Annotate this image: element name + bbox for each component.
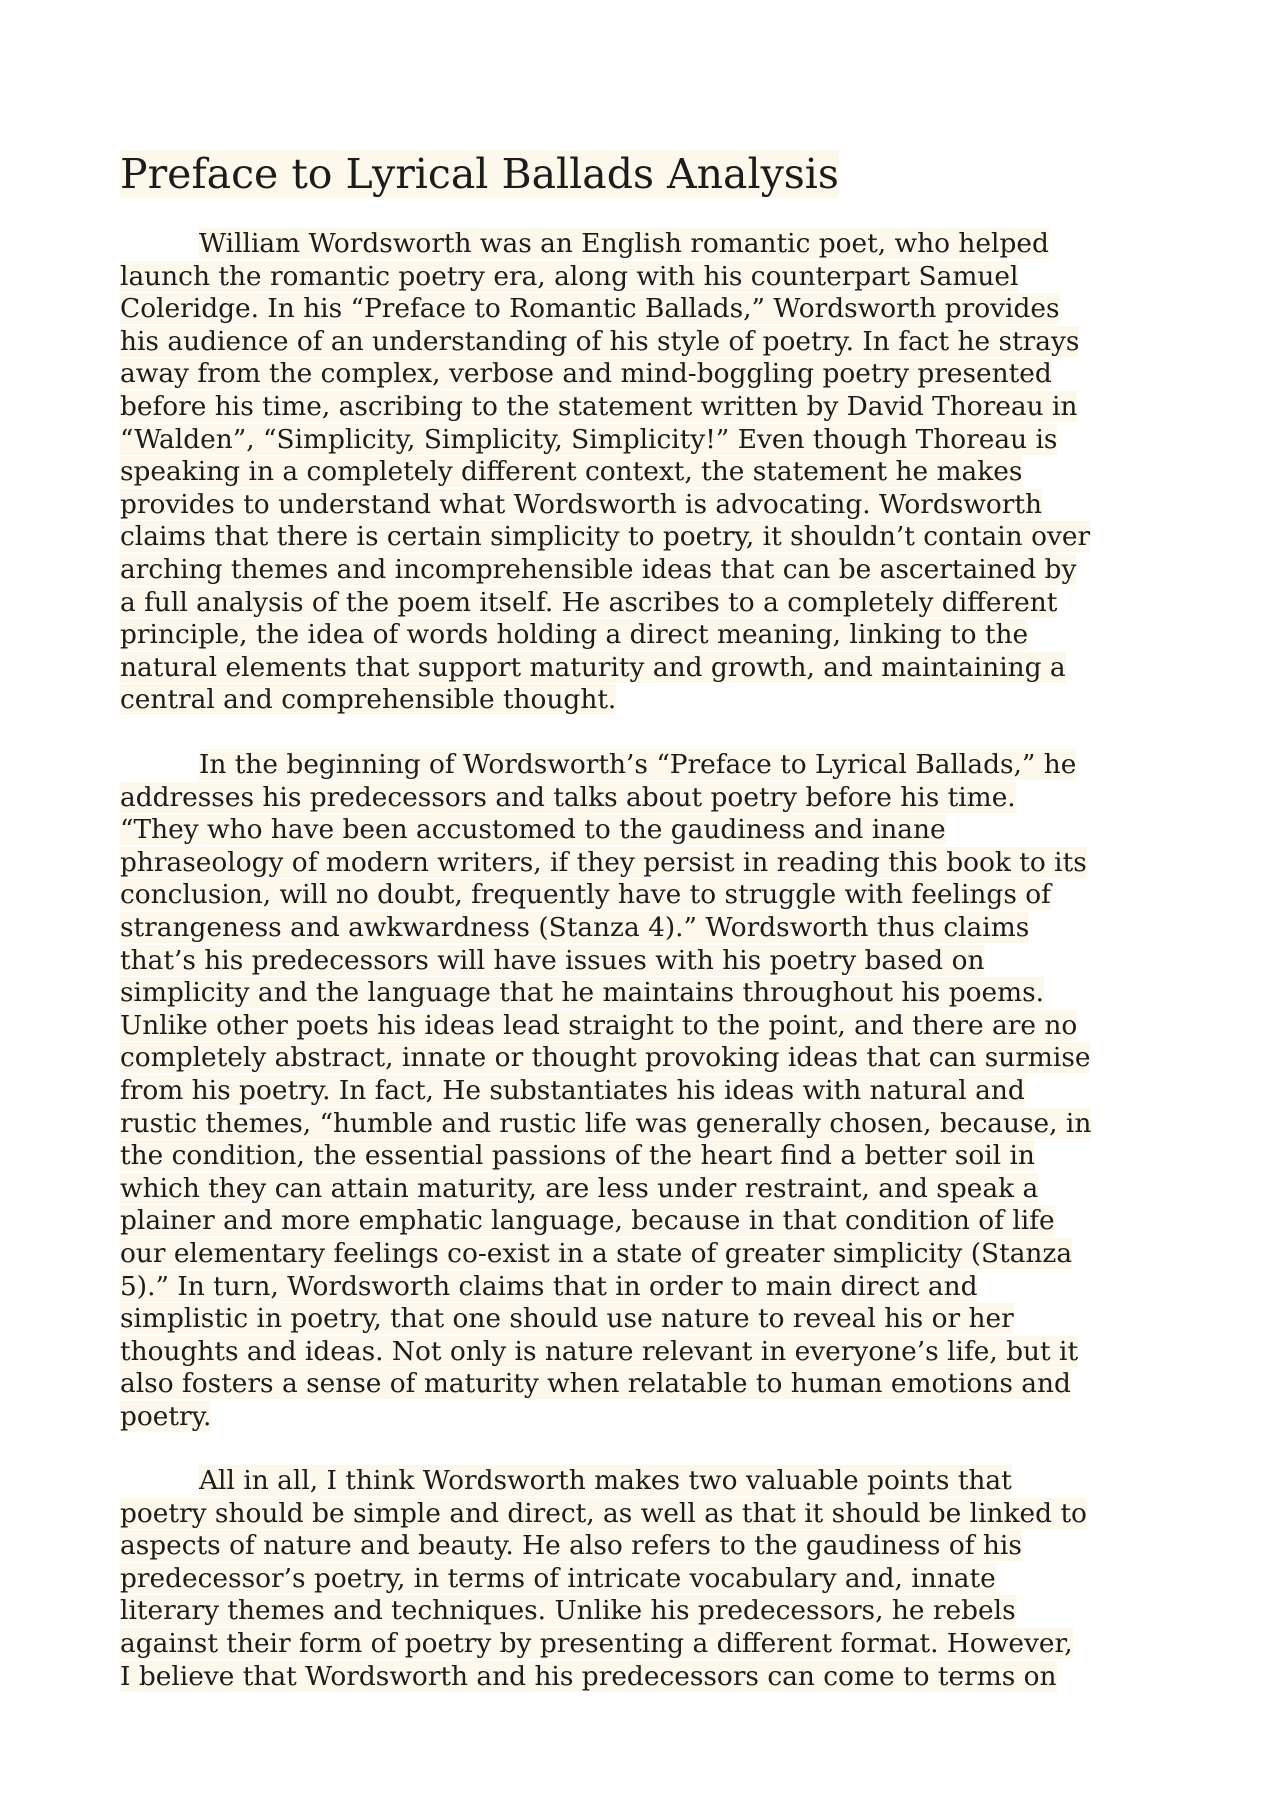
paragraph [120, 1465, 1180, 1693]
text-line: thoughts and ideas. Not only is nature relevant in everyone’s life, but it [120, 1335, 1079, 1367]
text-line: from his poetry. In fact, He substantiates his ideas with natural and [120, 1074, 1025, 1106]
text-line: claims that there is certain simplicity to poetry, it shouldn’t contain over [120, 521, 1091, 553]
text-line: conclusion, will no doubt, frequently have to struggle with feelings of [120, 879, 1051, 911]
paragraph [120, 228, 1180, 717]
text-line: predecessor’s poetry, in terms of intricate vocabulary and, innate [120, 1562, 996, 1594]
text-line: rustic themes, “humble and rustic life was generally chosen, because, in [120, 1107, 1092, 1139]
text-line: William Wordsworth was an English romantic poet, who helped [199, 228, 1049, 259]
text-line: strangeness and awkwardness (Stanza 4).” Wordsworth thus claims [120, 911, 1030, 943]
text-line: plainer and more emphatic language, because in that condition of life [120, 1205, 1055, 1237]
text-line: the condition, the essential passions of the heart find a better soil in [120, 1140, 1035, 1172]
text-line: away from the complex, verbose and mind-boggling poetry presented [120, 358, 1052, 390]
text-line: natural elements that support maturity and growth, and maintaining a [120, 651, 1066, 683]
text-line: Unlike other poets his ideas lead straight to the point, and there are no [120, 1009, 1078, 1041]
text-line: aspects of nature and beauty. He also refers to the gaudiness of his [120, 1530, 1022, 1562]
text-line: central and comprehensible thought. [120, 684, 617, 716]
text-line: also fosters a sense of maturity when relatable to human emotions and [120, 1368, 1071, 1400]
text-line: completely abstract, innate or thought provoking ideas that can surmise [120, 1042, 1091, 1074]
text-line: simplicity and the language that he maintains throughout his poems. [120, 977, 1045, 1009]
text-line: I believe that Wordsworth and his predecessors can come to terms on [120, 1660, 1057, 1692]
text-line: All in all, I think Wordsworth makes two valuable points that [199, 1465, 1012, 1496]
text-line: which they can attain maturity, are less under restraint, and speak a [120, 1172, 1039, 1204]
text-line: provides to understand what Wordsworth is advocating. Wordsworth [120, 488, 1043, 520]
text-line: arching themes and incomprehensible ideas that can be ascertained by [120, 553, 1077, 585]
text-line: a full analysis of the poem itself. He ascribes to a completely different [120, 586, 1058, 618]
text-line: that’s his predecessors will have issues with his poetry based on [120, 944, 985, 976]
text-line: poetry should be simple and direct, as well as that it should be linked to [120, 1497, 1087, 1529]
text-line: before his time, ascribing to the statement written by David Thoreau in [120, 390, 1078, 422]
text-line: simplistic in poetry, that one should use nature to reveal his or her [120, 1303, 1014, 1335]
text-line: Coleridge. In his “Preface to Romantic Ballads,” Wordsworth provides [120, 293, 1060, 325]
text-line: “Walden”, “Simplicity, Simplicity, Simplicity!” Even though Thoreau is [120, 423, 1058, 455]
text-line: our elementary feelings co-exist in a state of greater simplicity (Stanza [120, 1237, 1073, 1269]
text-line: his audience of an understanding of his style of poetry. In fact he strays [120, 325, 1080, 357]
text-line: poetry. [120, 1400, 212, 1432]
text-line: phraseology of modern writers, if they persist in reading this book to its [120, 846, 1087, 878]
text-line: speaking in a completely different context, the statement he makes [120, 456, 1023, 488]
text-line: literary themes and techniques. Unlike his predecessors, he rebels [120, 1595, 1016, 1627]
text-line: addresses his predecessors and talks about poetry before his time. [120, 781, 1016, 813]
document-title: Preface to Lyrical Ballads Analysis [120, 150, 839, 198]
paragraph [120, 749, 1180, 1433]
text-line: In the beginning of Wordsworth’s “Preface to Lyrical Ballads,” he [199, 749, 1077, 780]
text-line: against their form of poetry by presenting a different format. However, [120, 1627, 1073, 1659]
text-line: “They who have been accustomed to the gaudiness and inane [120, 814, 946, 846]
text-line: principle, the idea of words holding a direct meaning, linking to the [120, 619, 1029, 651]
text-line: 5).” In turn, Wordsworth claims that in order to main direct and [120, 1270, 978, 1302]
text-line: launch the romantic poetry era, along with his counterpart Samuel [120, 260, 1019, 292]
